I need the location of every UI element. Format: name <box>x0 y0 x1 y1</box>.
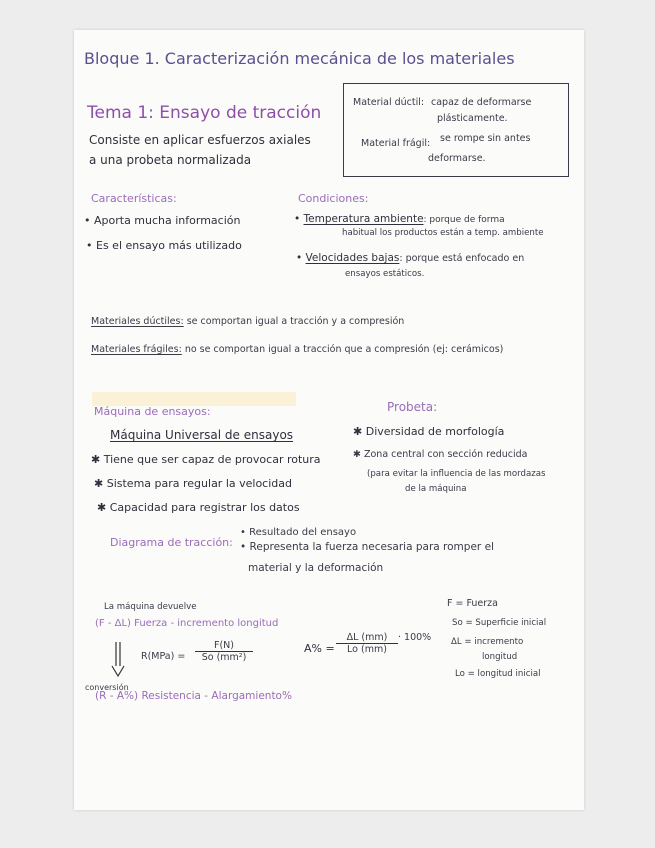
page-title: Bloque 1. Caracterización mecánica de los materiales <box>84 49 515 68</box>
highlight-marker <box>92 392 296 406</box>
condiciones-item-1-cont: habitual los productos están a temp. ambiente <box>342 228 544 238</box>
resistencia-fraction <box>195 640 253 663</box>
diagrama-item-2: • Representa la fuerza necesaria para romper el <box>240 541 494 553</box>
caracteristicas-heading: Características: <box>91 192 177 205</box>
box-fragil-text-2: deformarse. <box>428 153 486 164</box>
alargamiento-num: ΔL (mm) <box>336 632 398 644</box>
diagrama-item-1: • Resultado del ensayo <box>240 527 357 538</box>
caracteristicas-item-1: • Aporta mucha información <box>84 214 241 227</box>
legend-longitud: longitud <box>482 652 518 662</box>
probeta-note-1: (para evitar la influencia de las mordazas <box>367 469 546 479</box>
fuerza-incremento: (F - ΔL) Fuerza - incremento longitud <box>95 618 279 629</box>
caracteristicas-item-2: • Es el ensayo más utilizado <box>86 239 242 252</box>
alargamiento-fraction <box>336 632 398 655</box>
materiales-ductiles: Materiales dúctiles: se comportan igual a tracción y a compresión <box>91 316 405 327</box>
alargamiento-rhs: · 100% <box>398 632 432 643</box>
resistencia-den: So (mm²) <box>201 652 247 663</box>
box-ductil-text-1: capaz de deformarse <box>431 97 532 108</box>
box-fragil-text-1: se rompe sin antes <box>440 133 531 144</box>
probeta-note-2: de la máquina <box>405 484 467 494</box>
condiciones-item-2: • Velocidades bajas: porque está enfocado en <box>296 252 525 264</box>
probeta-item-2: ✱ Zona central con sección reducida <box>353 449 528 460</box>
resistencia-num: F(N) <box>195 640 253 652</box>
resistencia-lhs: R(MPa) = <box>141 651 186 662</box>
legend-superficie: So = Superficie inicial <box>452 618 547 628</box>
maquina-item-1: ✱ Tiene que ser capaz de provocar rotura <box>91 453 321 466</box>
condiciones-item-1: • Temperatura ambiente: porque de forma <box>294 213 505 225</box>
box-ductil-label: Material dúctil: <box>353 97 425 108</box>
legend-longitud-inicial: Lo = longitud inicial <box>455 669 541 679</box>
alargamiento-den: Lo (mm) <box>347 644 387 655</box>
legend-fuerza: F = Fuerza <box>447 598 498 609</box>
box-fragil-label: Material frágil: <box>361 138 431 149</box>
definition-line-2: a una probeta normalizada <box>89 153 252 167</box>
probeta-heading: Probeta: <box>387 400 438 414</box>
diagrama-heading: Diagrama de tracción: <box>110 536 233 549</box>
down-arrow-icon <box>110 640 126 680</box>
maquina-devuelve: La máquina devuelve <box>104 602 197 612</box>
legend-incremento: ΔL = incremento <box>451 637 524 647</box>
resistencia-alargamiento: (R - A%) Resistencia - Alargamiento% <box>95 690 292 702</box>
maquina-heading: Máquina de ensayos: <box>94 405 211 418</box>
condiciones-item-2-cont: ensayos estáticos. <box>345 269 425 279</box>
maquina-subheading: Máquina Universal de ensayos <box>110 428 294 442</box>
maquina-item-2: ✱ Sistema para regular la velocidad <box>94 477 292 490</box>
probeta-item-1: ✱ Diversidad de morfología <box>353 425 505 438</box>
alargamiento-lhs: A% = <box>304 642 335 655</box>
condiciones-heading: Condiciones: <box>298 192 369 205</box>
tema-title: Tema 1: Ensayo de tracción <box>87 103 322 123</box>
definition-line-1: Consiste en aplicar esfuerzos axiales <box>89 133 311 147</box>
maquina-item-3: ✱ Capacidad para registrar los datos <box>97 501 300 514</box>
box-ductil-text-2: plásticamente. <box>437 113 508 124</box>
conversion-label: conversión <box>85 683 129 692</box>
materiales-fragiles: Materiales frágiles: no se comportan igual a tracción que a compresión (ej: cerámicos) <box>91 344 504 355</box>
diagrama-item-2-cont: material y la deformación <box>248 562 384 574</box>
